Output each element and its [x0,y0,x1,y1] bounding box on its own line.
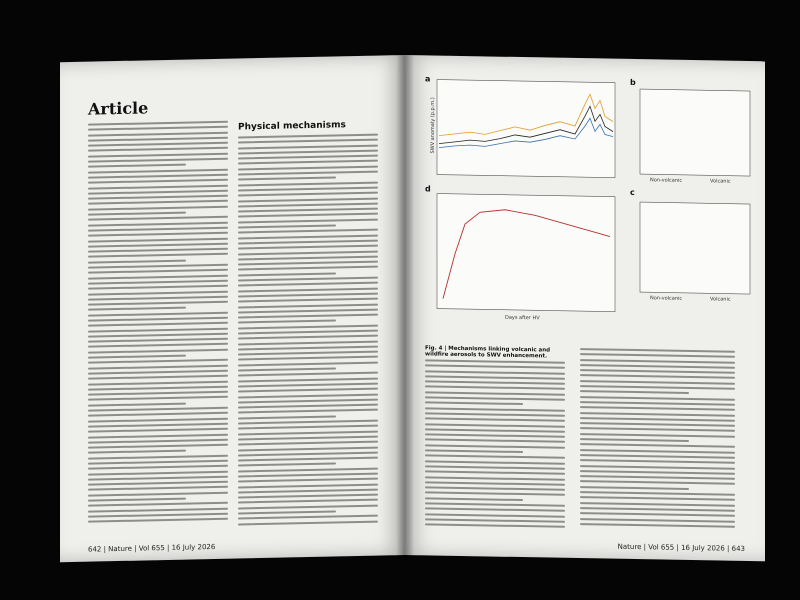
text-line [425,365,565,369]
text-line [88,343,228,348]
figure-4 [425,73,755,339]
text-line [238,377,378,382]
text-line [425,375,565,379]
text-line [238,240,378,245]
panel-c-frame [640,202,750,294]
text-line [88,375,228,380]
text-line [425,524,565,528]
text-line [238,224,336,228]
text-line [425,502,565,506]
text-line [88,502,228,507]
text-line [580,465,735,470]
text-line [238,478,378,483]
text-line [238,171,378,176]
text-line [88,243,228,248]
text-line [238,261,378,266]
text-line [238,515,378,520]
text-line [238,463,336,467]
text-line [580,486,689,490]
text-line [88,317,228,322]
text-line [425,465,565,469]
text-line [88,190,228,195]
right-text-column [580,348,735,531]
text-line [88,131,228,136]
text-line [580,449,735,454]
page-header: Article [88,98,149,119]
text-line [238,441,378,446]
text-line [425,407,565,411]
text-line [88,460,228,465]
text-line [88,184,228,189]
text-line [238,303,378,308]
text-line [88,380,228,385]
text-line [88,364,228,369]
text-line [88,423,228,428]
text-line [238,488,378,493]
panel-a [425,74,615,177]
text-line [238,272,336,276]
panel-a-letter: a [425,74,431,84]
text-line [88,439,228,444]
panel-a-ylabel: SWV anomaly (p.p.m.) [430,97,436,154]
text-line [238,494,378,499]
text-line [238,197,378,202]
left-text-column-1 [88,121,228,526]
panel-b [630,78,750,185]
panel-b-xlabel-1: Volcanic [710,178,731,185]
text-line [425,460,565,464]
left-text-column-2 [238,118,378,529]
text-line [238,181,378,186]
text-line [88,465,228,470]
text-line [580,491,735,496]
text-line [580,406,735,411]
text-line [238,409,378,414]
text-line [238,451,378,456]
text-line [580,433,735,438]
text-line [88,164,186,168]
text-line [238,144,378,149]
text-line [88,491,228,496]
text-line [425,391,565,395]
text-line [580,396,735,401]
text-line [88,264,228,269]
text-line [88,428,228,433]
text-line [580,417,735,422]
right-page [405,55,765,561]
text-line [238,160,378,165]
text-line [238,361,378,366]
text-line [88,402,186,406]
text-line [238,208,378,213]
text-line [88,269,228,274]
text-line [238,499,378,504]
text-line [88,412,228,417]
panel-d [425,184,615,322]
text-line [580,401,735,406]
text-line [425,396,565,400]
text-line [580,375,735,380]
text-line [425,412,565,416]
text-line [88,518,228,523]
text-line [88,221,228,226]
text-line [88,212,186,216]
text-line [238,388,378,393]
text-line [238,266,378,271]
left-page [60,55,405,562]
text-line [88,386,228,391]
text-line [425,418,565,422]
text-line [425,486,565,490]
text-line [580,507,735,512]
text-line [425,508,565,512]
text-line [425,402,523,406]
text-line [238,165,378,170]
text-line [88,481,228,486]
text-line [238,177,336,181]
text-line [88,396,228,401]
text-line [580,364,735,369]
text-line [238,218,378,223]
text-line [238,229,378,234]
text-line [238,457,378,462]
text-line [238,504,378,509]
text-line [88,205,228,210]
panel-a-frame [437,80,615,178]
text-line [238,255,378,260]
text-line [88,301,228,306]
text-line [238,393,378,398]
text-line [238,483,378,488]
text-line [238,467,378,472]
open-magazine-spread [60,55,760,565]
text-line [88,142,228,147]
text-line [238,430,378,435]
text-line [238,320,336,324]
text-line [580,475,735,480]
text-line [88,311,228,316]
panel-c-xlabel-1: Volcanic [710,296,731,303]
text-line [88,307,186,311]
caption-title: Fig. 4 | Mechanisms linking volcanic and wildfire aerosols to SWV enhancement. [425,345,551,360]
text-line [88,450,186,454]
text-line [88,290,228,295]
text-line [238,356,378,361]
text-line [88,322,228,327]
text-line [238,234,378,239]
text-line [580,412,735,417]
text-line [580,348,735,353]
panel-c-letter: c [630,187,635,198]
text-line [88,259,186,263]
text-line [88,126,228,131]
text-line [580,470,735,475]
text-line [580,359,735,364]
panel-d-frame [437,194,615,312]
text-line [238,446,378,451]
text-line [238,134,378,139]
text-line [425,481,565,485]
panel-c [630,188,750,303]
text-line [88,285,228,290]
text-line [88,174,228,179]
text-line [238,324,378,329]
text-line [425,439,565,443]
text-line [88,158,228,163]
text-line [88,454,228,459]
text-line [238,292,378,297]
text-line [580,480,735,485]
text-line [425,476,565,480]
text-line [238,420,378,425]
left-page-footer: 642 | Nature | Vol 655 | 16 July 2026 [88,542,216,554]
text-line [580,459,735,464]
text-line [425,497,523,501]
text-line [238,520,378,525]
section-title: Physical mechanisms [238,120,346,133]
text-line [580,380,735,385]
text-line [580,385,735,390]
text-line [238,308,378,313]
text-line [238,351,378,356]
text-line [238,398,378,403]
text-line [88,296,228,301]
text-line [238,330,378,335]
text-line [580,502,735,507]
text-line [88,417,228,422]
text-line [88,237,228,242]
panel-d-letter: d [425,184,431,194]
text-line [88,359,228,364]
text-line [88,391,228,396]
text-line [88,274,228,279]
text-line [88,486,228,491]
text-line [88,498,186,502]
panel-b-frame [640,89,750,176]
text-line [238,202,378,207]
text-line [238,345,378,350]
text-line [580,428,735,433]
text-line [425,492,565,496]
text-line [580,523,735,528]
text-line [88,507,228,512]
text-line [425,423,565,427]
text-line [238,383,378,388]
text-line [88,200,228,205]
text-line [425,471,565,475]
text-line [425,444,565,448]
text-line [238,404,378,409]
panel-b-xlabel-0: Non-volcanic [650,177,683,184]
text-line [238,277,378,282]
text-line [425,381,565,385]
text-line [238,213,378,218]
page-gutter [396,55,414,560]
text-line [425,370,565,374]
text-line [88,216,228,221]
text-line [238,415,336,419]
text-line [88,444,228,449]
text-line [88,195,228,200]
text-line [238,250,378,255]
text-line [88,355,186,359]
text-line [580,369,735,374]
text-line [88,333,228,338]
text-line [425,428,565,432]
text-line [238,314,378,319]
text-line [88,248,228,253]
text-line [88,370,228,375]
text-line [238,298,378,303]
text-line [580,512,735,517]
text-line [238,372,378,377]
text-line [580,390,689,394]
text-line [88,179,228,184]
text-line [88,327,228,332]
text-line [425,518,565,522]
panel-c-xlabel-0: Non-volcanic [650,295,683,302]
figure-caption [425,345,565,531]
text-line [88,476,228,481]
text-line [88,280,228,285]
text-line [238,287,378,292]
text-line [238,335,378,340]
text-line [425,449,523,453]
right-page-footer: Nature | Vol 655 | 16 July 2026 | 643 [617,542,745,553]
text-line [88,433,228,438]
text-line [425,386,565,390]
text-line [425,359,565,363]
text-line [580,422,735,427]
text-line [88,407,228,412]
text-line [580,443,735,448]
text-line [238,340,378,345]
text-line [238,139,378,144]
text-line [425,434,565,438]
text-line [238,473,378,478]
text-line [88,253,228,258]
text-line [238,155,378,160]
text-line [425,513,565,517]
text-line [238,149,378,154]
text-line [88,470,228,475]
text-line [88,227,228,232]
text-line [238,435,378,440]
text-line [88,348,228,353]
text-line [88,168,228,173]
text-line [88,137,228,142]
text-line [580,496,735,501]
text-line [238,282,378,287]
text-line [88,152,228,157]
text-line [238,192,378,197]
text-line [88,147,228,152]
text-line [238,368,336,372]
text-line [580,518,735,523]
text-line [88,513,228,518]
text-line [580,454,735,459]
text-line [238,425,378,430]
text-line [580,353,735,358]
text-line [88,338,228,343]
text-line [88,232,228,237]
panel-d-xlabel: Days after HV [505,314,540,322]
text-line [88,121,228,126]
text-line [238,511,336,515]
text-line [238,245,378,250]
panel-b-letter: b [630,77,636,88]
text-line [238,187,378,192]
text-line [425,455,565,459]
text-line [580,438,689,442]
